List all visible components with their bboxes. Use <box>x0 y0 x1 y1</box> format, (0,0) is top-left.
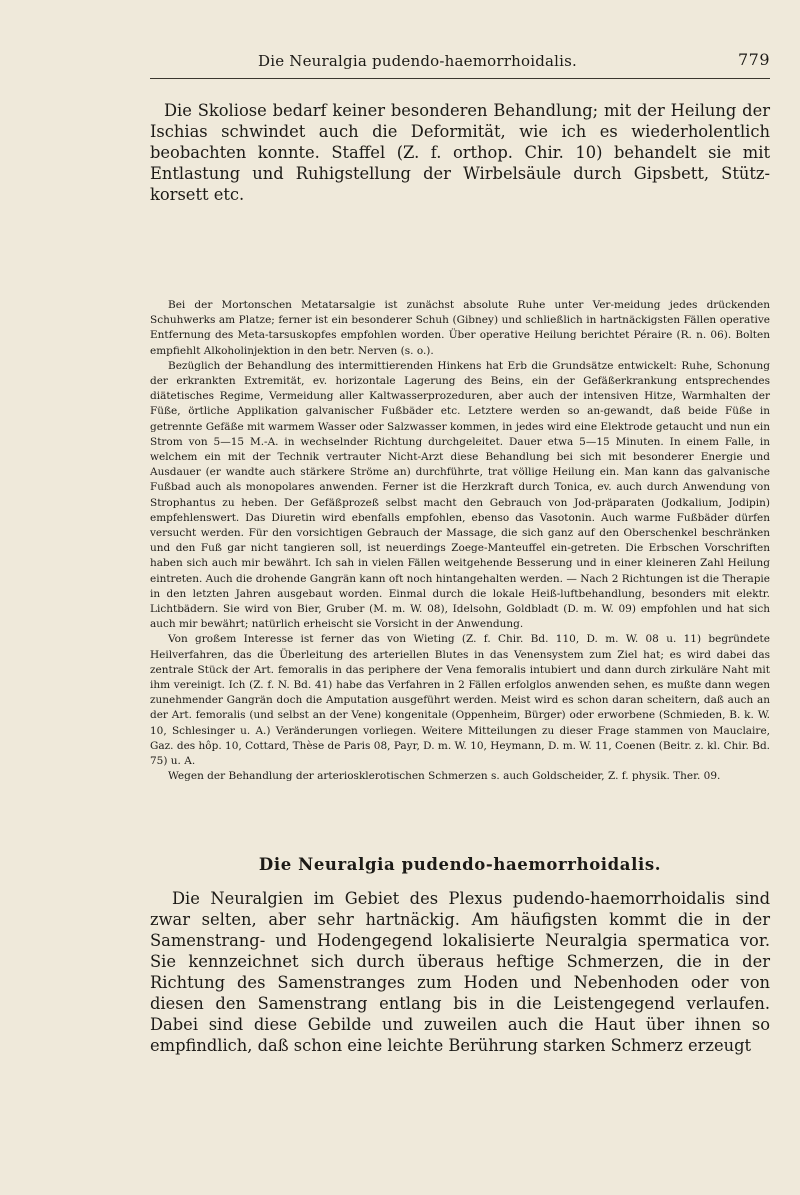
running-header <box>150 50 770 79</box>
page-number: 779 <box>737 50 770 69</box>
section-text-block <box>150 888 770 1056</box>
paragraph-intermittent-claudication: Bezüglich der Behandlung des intermittierenden Hinkens hat Erb die Grundsätze entwickelt: Ruhe, Schonung der erkrankten Extremität, ev. horizontale Lagerung des Beins, ein der Gefäßerkrankung entsprechendes diätetisches Regime, Vermeidung aller Kaltwasserprozeduren, aber auch der intensiven Hitze, Warmhalten der Füße, örtliche Applikation galvanischer Fußbäder etc. Letztere werden so an-gewandt, daß beide Füße in getrennte Gefäße mit warmem Wasser oder Salzwasser kommen, in jedes wird eine Elektrode getaucht und nun ein Strom von 5—15 M.-A. in wechselnder Richtung durchgeleitet. Dauer etwa 5—15 Minuten. In einem Falle, in welchem ein mit der Technik vertrauter Nicht-Arzt diese Behandlung bei sich mit besonderer Energie und Ausdauer (er wandte auch stärkere Ströme an) durchführte, trat völlige Heilung ein. Man kann das galvanische Fußbad auch als monopolares anwenden. Ferner ist die Herzkraft durch Tonica, ev. auch durch Anwendung von Strophantus zu heben. Der Gefäßprozeß selbst macht den Gebrauch von Jod-präparaten (Jodkalium, Jodipin) empfehlenswert. Das Diuretin wird ebenfalls empfohlen, ebenso das Vasotonin. Auch warme Fußbäder dürfen versucht werden. Für den vorsichtigen Gebrauch der Massage, die sich ganz auf den Oberschenkel beschränken und den Fuß gar nicht tangieren soll, ist neuerdings Zoege-Manteuffel ein-getreten. Die Erbschen Vorschriften haben sich auch mir bewährt. Ich sah in vielen Fällen weitgehende Besserung und in einer kleineren Zahl Heilung eintreten. Auch die drohende Gangrän kann oft noch hintangehalten werden. — Nach 2 Richtungen ist die Therapie in den letzten Jahren ausgebaut worden. Einmal durch die lokale Heiß-luftbehandlung, besonders mit elektr. Lichtbädern. Sie wird von Bier, Gruber (M. m. W. 08), Idelsohn, Goldbladt (D. m. W. 09) empfohlen und hat sich auch mir bewährt; natürlich erheischt sie Vorsicht in der Anwendung. <box>150 359 770 631</box>
paragraph-morton-metatarsalgia: Bei der Mortonschen Metatarsalgie ist zunächst absolute Ruhe unter Ver-meidung jedes drückenden Schuhwerks am Platze; ferner ist ein besonderer Schuh (Gibney) und schließlich in hartnäckigsten Fällen operative Entfernung des Meta-tarsuskopfes empfohlen worden. Über operative Heilung berichtet Péraire (R. n. 06). Bolten empfiehlt Alkoholinjektion in den betr. Nerven (s. o.). <box>150 299 770 357</box>
paragraph-wieting-procedure: Von großem Interesse ist ferner das von Wieting (Z. f. Chir. Bd. 110, D. m. W. 08 u. 11) begründete Heilverfahren, das die Überleitung des arteriellen Blutes in das Venensystem zum Ziel hat; es wird dabei das zentrale Stück der Art. femoralis in das periphere der Vena femoralis intubiert und dann durch zirkuläre Naht mit ihm vereinigt. Ich (Z. f. N. Bd. 41) habe das Verfahren in 2 Fällen erfolglos anwenden sehen, es mußte dann wegen zunehmender Gangrän doch die Amputation ausgeführt werden. Meist wird es schon daran scheitern, daß auch an der Art. femoralis (und selbst an der Vene) kongenitale (Oppenheim, Bürger) oder erworbene (Schmieden, B. k. W. 10, Schlesinger u. A.) Veränderungen vorliegen. Weitere Mitteilungen zu dieser Frage stammen von Mauclaire, Gaz. des hôp. 10, Cottard, Thèse de Paris 08, Payr, D. m. W. 10, Heymann, D. m. W. 11, Coenen (Beitr. z. kl. Chir. Bd. 75) u. A. <box>150 633 770 768</box>
paragraph-arteriosclerotic-pain: Wegen der Behandlung der arteriosklerotischen Schmerzen s. auch Goldscheider, Z. f. physik. Ther. 09. <box>168 770 721 783</box>
section-heading: Die Neuralgia pudendo-haemorrhoidalis. <box>258 855 662 874</box>
small-print-block <box>150 298 770 785</box>
lead-text-block <box>150 100 770 205</box>
section-paragraph: Die Neuralgien im Gebiet des Plexus pudendo-haemorrhoidalis sind zwar selten, aber sehr hartnäckig. Am häufigsten kommt die in der Samenstrang- und Hodengegend lokalisierte Neuralgia spermatica vor. Sie kennzeichnet sich durch überaus heftige Schmerzen, die in der Richtung des Samenstranges zum Hoden und Nebenhoden oder von diesen den Samenstrang entlang bis in die Leistengegend verlaufen. Dabei sind diese Gebilde und zuweilen auch die Haut über ihnen so empfindlich, daß schon eine leichte Berührung starken Schmerz erzeugt <box>150 889 770 1055</box>
running-title: Die Neuralgia pudendo-haemorrhoidalis. <box>258 52 578 70</box>
lead-paragraph: Die Skoliose bedarf keiner besonderen Behandlung; mit der Heilung der Ischias schwindet auch die Deformität, wie ich es wiederholentlich beobachten konnte. Staffel (Z. f. orthop. Chir. 10) behandelt sie mit Entlastung und Ruhigstellung der Wirbelsäule durch Gipsbett, Stütz-korsett etc. <box>150 101 770 204</box>
